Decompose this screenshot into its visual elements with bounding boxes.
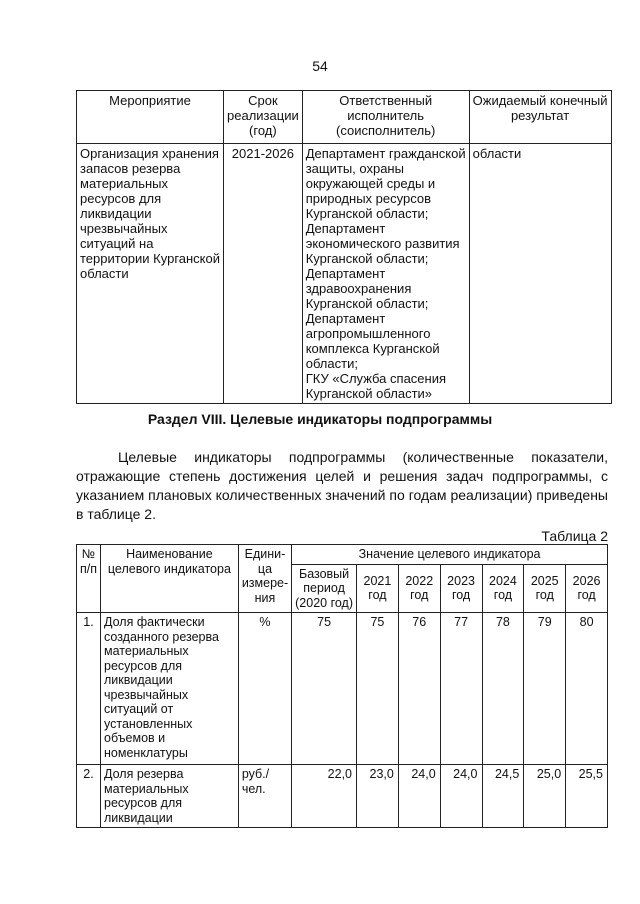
text-line: Департамент <box>305 266 386 281</box>
text-line: ГКУ «Служба спасения <box>305 371 447 386</box>
text-line: номенклатуры <box>104 745 188 760</box>
header-year-2025 <box>524 564 566 613</box>
header-indicator-value: Значение целевого индикатора <box>292 545 608 565</box>
text-line: области <box>80 266 129 281</box>
header-num <box>77 545 101 613</box>
text-line: Департамент <box>305 311 386 326</box>
header-year-2024 <box>482 564 524 613</box>
header-period <box>224 91 303 144</box>
value-base: 75 <box>292 613 357 765</box>
text-line: п/п <box>80 561 98 576</box>
table-caption: Таблица 2 <box>541 528 608 544</box>
text-line: ресурсов для <box>80 191 162 206</box>
text-line: установленных <box>104 716 193 731</box>
text-line: Курганской области; <box>305 296 429 311</box>
text-line: ресурсов для <box>104 796 183 810</box>
row-number: 1. <box>77 613 101 765</box>
header-year-2021 <box>357 564 399 613</box>
text-line: год <box>410 588 429 603</box>
text-line: руб./ <box>241 767 270 781</box>
text-line: природных ресурсов <box>305 191 431 206</box>
text-line: № <box>81 547 96 561</box>
text-line: экономического развития <box>305 236 460 251</box>
period-cell: 2021-2026 <box>224 144 303 404</box>
text-line: год <box>368 588 387 603</box>
header-indicator-name <box>101 545 239 613</box>
text-line: ния <box>254 590 276 605</box>
text-line: ца <box>257 561 273 576</box>
text-line: материальных <box>104 781 189 796</box>
text-line: области; <box>305 356 358 371</box>
text-line: ресурсов для <box>104 658 183 673</box>
value-2024: 78 <box>482 613 524 765</box>
header-base-period <box>292 564 357 613</box>
event-cell <box>77 144 224 404</box>
text-line: Базовый <box>298 566 350 581</box>
value-2024: 24,5 <box>482 765 524 828</box>
text-line: запасов резерва <box>80 161 181 176</box>
indicators-header-row-1 <box>77 545 608 565</box>
paragraph-line: Целевые индикаторы подпрограммы (количественные показатели, <box>118 449 608 465</box>
header-result <box>469 91 611 144</box>
text-line: Организация хранения <box>80 146 219 161</box>
header-event <box>77 91 224 144</box>
table-row <box>77 144 612 404</box>
header-year-2023 <box>440 564 482 613</box>
text-line: ситуаций от <box>104 702 174 716</box>
value-2021: 75 <box>357 613 399 765</box>
text-line: Ответственный <box>339 93 433 108</box>
text-line: ситуаций на <box>80 236 154 251</box>
result-cell: области <box>469 144 611 404</box>
text-line: агропромышленного <box>305 326 431 341</box>
text-line: % <box>259 615 271 629</box>
text-line: Ожидаемый конечный <box>472 93 608 108</box>
table-row <box>77 765 608 828</box>
text-line: год <box>577 588 596 603</box>
text-line: Доля резерва <box>104 767 184 781</box>
text-line: (год) <box>249 123 277 138</box>
section-heading: Раздел VIII. Целевые индикаторы подпрограммы <box>147 411 493 427</box>
text-line: окружающей среды и <box>305 176 436 191</box>
paragraph-line: отражающие степень достижения целей и решения задач подпрограммы, с <box>76 468 608 484</box>
value-2026: 25,5 <box>566 765 608 828</box>
value-2023: 77 <box>440 613 482 765</box>
value-2022: 24,0 <box>398 765 440 828</box>
events-table-header <box>77 91 612 144</box>
text-line: материальных <box>104 644 189 658</box>
text-line: Курганской области; <box>305 206 429 221</box>
text-line: результат <box>510 108 570 123</box>
value-2025: 79 <box>524 613 566 765</box>
text-line: (2020 год) <box>295 595 354 610</box>
text-line: ликвидации <box>104 810 173 825</box>
text-line: 2025 <box>530 573 559 588</box>
paragraph-line: в таблице 2. <box>76 506 156 522</box>
text-line: ликвидации <box>104 673 173 687</box>
text-line: защиты, охраны <box>305 161 404 176</box>
value-2023: 24,0 <box>440 765 482 828</box>
text-line: 2023 <box>447 573 475 588</box>
indicator-name <box>101 765 239 828</box>
text-line: Курганской области» <box>305 386 433 401</box>
text-line: созданного резерва <box>104 629 219 644</box>
indicators-table <box>76 544 608 828</box>
text-line: территории Курганской <box>80 251 221 266</box>
paragraph-line: указанием плановых количественных значений по годам реализации) приведены <box>76 487 608 503</box>
text-line: здравоохранения <box>305 281 412 296</box>
value-2021: 23,0 <box>357 765 399 828</box>
indicator-unit <box>238 613 291 765</box>
section-paragraph <box>76 448 608 524</box>
executor-cell <box>302 144 469 404</box>
text-line: Мероприятие <box>109 93 191 108</box>
text-line: чрезвычайных <box>104 687 189 702</box>
text-line: ликвидации <box>80 206 152 221</box>
text-line: год <box>535 588 554 603</box>
text-line: 2021 <box>363 573 392 588</box>
text-line: Едини- <box>244 547 286 561</box>
text-line: исполнитель <box>347 108 425 123</box>
value-2022: 76 <box>398 613 440 765</box>
text-line: Курганской области; <box>305 251 429 266</box>
text-line: Департамент <box>305 221 386 236</box>
text-line: комплекса Курганской <box>305 341 440 356</box>
value-2025: 25,0 <box>524 765 566 828</box>
header-unit <box>238 545 291 613</box>
header-year-2022 <box>398 564 440 613</box>
text-line: измере- <box>241 576 289 590</box>
text-line: чел. <box>241 781 266 796</box>
header-year-2026 <box>566 564 608 613</box>
text-line: материальных <box>80 176 169 191</box>
text-line: Наименование <box>126 547 213 561</box>
header-executor <box>302 91 469 144</box>
indicator-unit <box>238 765 291 828</box>
text-line: Доля фактически <box>104 615 205 629</box>
text-line: год <box>451 588 471 603</box>
text-line: Департамент гражданской <box>305 146 466 161</box>
table-row <box>77 613 608 765</box>
text-line: чрезвычайных <box>80 221 168 236</box>
text-line: объемов и <box>104 731 166 745</box>
row-number: 2. <box>77 765 101 828</box>
text-line: (соисполнитель) <box>336 123 436 138</box>
text-line: год <box>493 588 513 603</box>
text-line: период <box>303 581 345 595</box>
text-line: Срок <box>248 93 278 108</box>
value-base: 22,0 <box>292 765 357 828</box>
text-line: 2026 <box>572 573 601 588</box>
events-table <box>76 90 612 404</box>
text-line: 2022 <box>405 573 434 588</box>
value-2026: 80 <box>566 613 608 765</box>
page-number: 54 <box>312 58 328 74</box>
indicator-name <box>101 613 239 765</box>
text-line: целевого индикатора <box>107 561 231 576</box>
text-line: реализации <box>227 108 299 123</box>
text-line: 2024 <box>489 573 517 588</box>
